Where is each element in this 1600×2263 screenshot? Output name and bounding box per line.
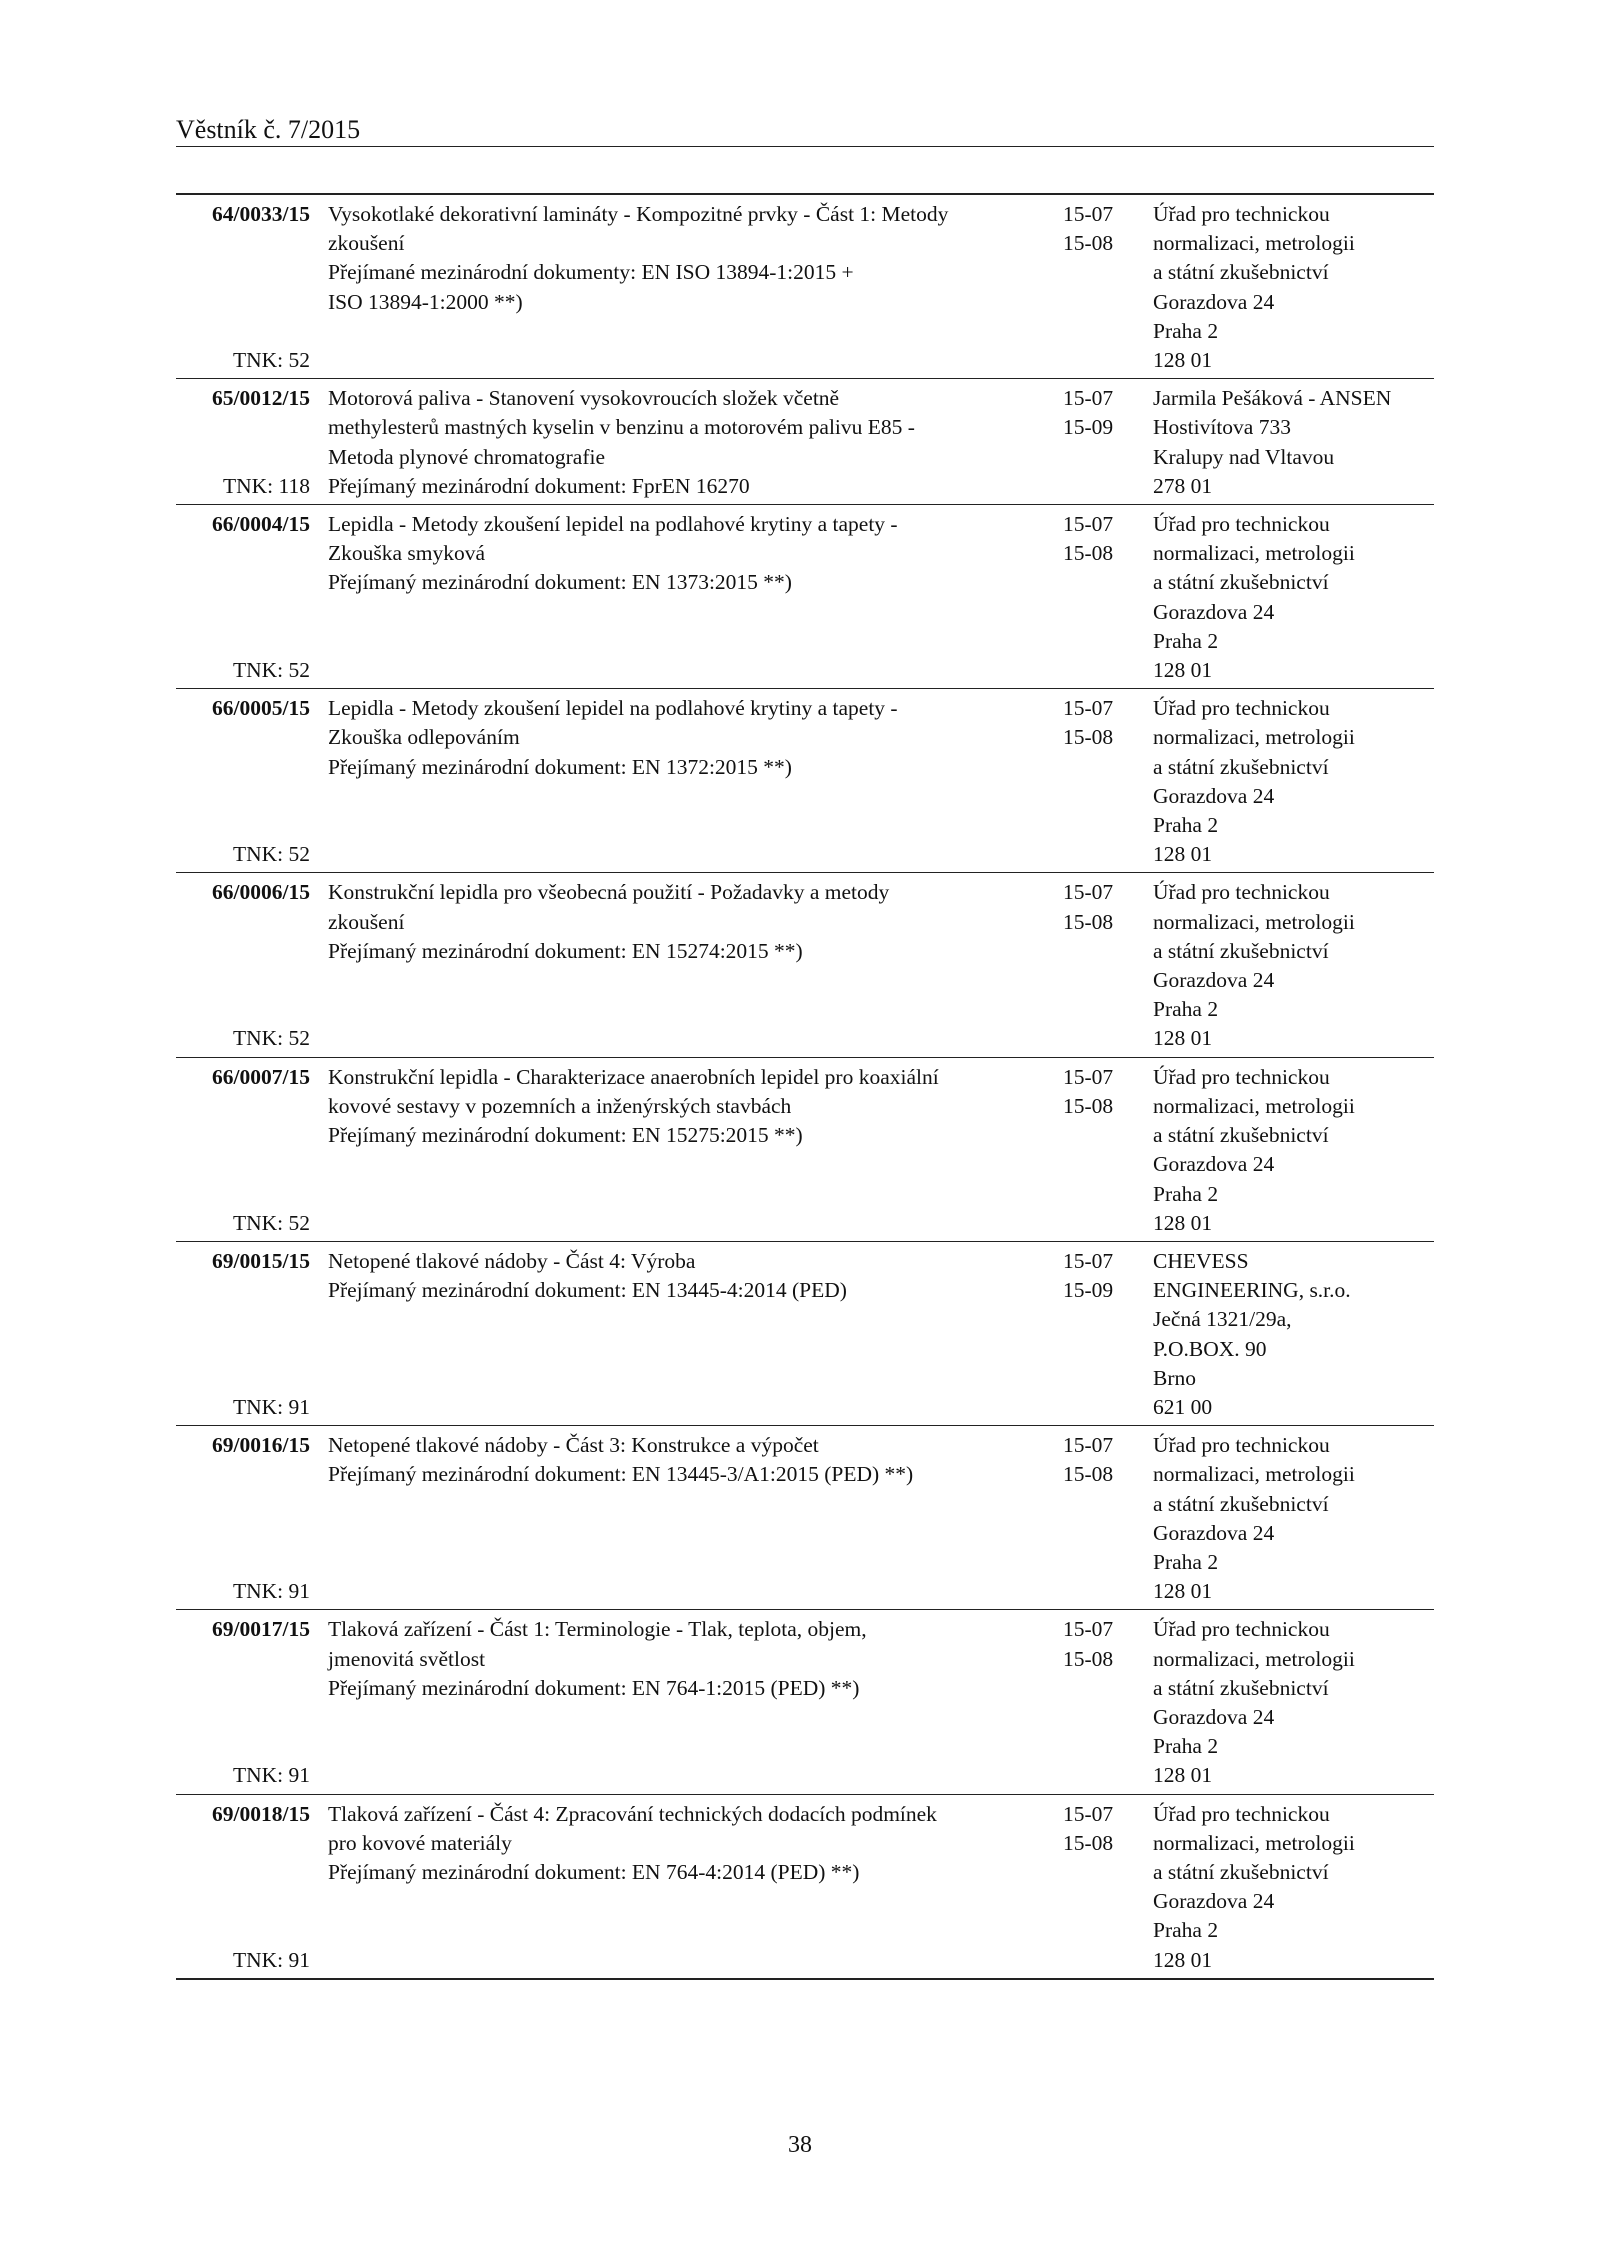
contact-line: Gorazdova 24 [1153,1889,1275,1914]
description-line: kovové sestavy v pozemních a inženýrských stavbách [328,1093,792,1118]
contact-line: 128 01 [1153,348,1213,373]
date-code: 15-08 [1063,1830,1114,1855]
standard-number: 66/0004/15 [212,512,310,537]
standard-id-cell [176,1800,328,1975]
description-cell [328,694,1058,869]
contact-line: 128 01 [1153,1026,1213,1051]
description-line: Zkouška odlepováním [328,725,520,750]
date-code: 15-08 [1063,231,1114,256]
standard-number: 69/0017/15 [212,1617,310,1642]
description-line: Přejímaný mezinárodní dokument: EN 15274:2015 **) [328,938,803,963]
table-row [176,1057,1434,1241]
dates-cell [1058,1800,1153,1975]
tnk-label: TNK: 52 [232,842,310,867]
standard-id-cell [176,200,328,375]
tnk-label: TNK: 52 [232,348,310,373]
contact-cell [1153,694,1434,869]
description-line: Přejímané mezinárodní dokumenty: EN ISO 13894-1:2015 + [328,260,854,285]
date-code: 15-07 [1063,512,1114,537]
tnk-label: TNK: 91 [232,1394,310,1419]
contact-line: 128 01 [1153,1947,1213,1972]
contact-line: a státní zkušebnictví [1153,1859,1329,1884]
description-line: Přejímaný mezinárodní dokument: EN 15275:2015 **) [328,1123,803,1148]
description-line: Přejímaný mezinárodní dokument: EN 1373:2015 **) [328,570,792,595]
date-code: 15-07 [1063,386,1114,411]
description-cell [328,384,1058,501]
description-line: Netopené tlakové nádoby - Část 3: Konstrukce a výpočet [328,1433,819,1458]
table-row [176,1425,1434,1609]
description-line: Vysokotlaké dekorativní lamináty - Kompozitné prvky - Část 1: Metody [328,202,949,226]
date-code: 15-07 [1063,696,1114,721]
description-line: Přejímaný mezinárodní dokument: EN 13445-3/A1:2015 (PED) **) [328,1462,914,1487]
contact-cell [1153,1615,1434,1790]
contact-line: Gorazdova 24 [1153,783,1275,808]
description-line: Konstrukční lepidla pro všeobecná použití - Požadavky a metody [328,880,890,905]
tnk-label: TNK: 52 [232,1210,310,1235]
contact-line: Praha 2 [1153,318,1219,343]
description-line: Zkouška smyková [328,541,486,566]
date-code: 15-09 [1063,1278,1114,1303]
contact-line: normalizaci, metrologii [1153,231,1355,256]
contact-line: Brno [1153,1365,1196,1390]
description-line: zkoušení [328,231,405,256]
description-line: Lepidla - Metody zkoušení lepidel na podlahové krytiny a tapety - [328,696,898,721]
date-code: 15-07 [1063,880,1114,905]
description-line: Přejímaný mezinárodní dokument: EN 764-4:2014 (PED) **) [328,1859,860,1884]
table-row [176,195,1434,378]
table-row [176,1609,1434,1793]
contact-cell [1153,1800,1434,1975]
dates-cell [1058,1063,1153,1238]
description-cell [328,200,1058,375]
contact-cell [1153,1247,1434,1422]
standard-id-cell [176,878,328,1053]
contact-line: Gorazdova 24 [1153,968,1275,993]
contact-line: P.O.BOX. 90 [1153,1336,1267,1361]
dates-cell [1058,200,1153,375]
contact-cell [1153,878,1434,1053]
description-line: Přejímaný mezinárodní dokument: FprEN 16270 [328,473,750,498]
tnk-label: TNK: 91 [232,1763,310,1788]
standard-id-cell [176,1431,328,1606]
contact-line: Úřad pro technickou [1153,1617,1330,1642]
contact-line: normalizaci, metrologii [1153,541,1355,566]
contact-line: Gorazdova 24 [1153,1704,1275,1729]
dates-cell [1058,1431,1153,1606]
date-code: 15-08 [1063,541,1114,566]
description-line: jmenovitá světlost [328,1646,486,1671]
contact-line: Gorazdova 24 [1153,1152,1275,1177]
contact-line: normalizaci, metrologii [1153,1646,1355,1671]
standard-id-cell [176,510,328,685]
dates-cell [1058,878,1153,1053]
date-code: 15-08 [1063,1093,1114,1118]
contact-line: Úřad pro technickou [1153,1064,1330,1089]
page-number: 38 [788,2132,812,2158]
date-code: 15-07 [1063,1433,1114,1458]
description-line: Přejímaný mezinárodní dokument: EN 1372:2015 **) [328,754,792,779]
date-code: 15-08 [1063,725,1114,750]
contact-line: Úřad pro technickou [1153,1433,1330,1458]
contact-line: 278 01 [1153,473,1213,498]
date-code: 15-07 [1063,202,1114,226]
contact-line: a státní zkušebnictví [1153,260,1329,285]
contact-line: Kralupy nad Vltavou [1153,444,1335,469]
date-code: 15-07 [1063,1617,1114,1642]
dates-cell [1058,1247,1153,1422]
description-cell [328,1615,1058,1790]
description-line: Motorová paliva - Stanovení vysokovroucích složek včetně [328,386,840,411]
contact-line: Úřad pro technickou [1153,696,1330,721]
contact-line: 128 01 [1153,1763,1213,1788]
contact-line: normalizaci, metrologii [1153,725,1355,750]
contact-line: Úřad pro technickou [1153,512,1330,537]
contact-line: Gorazdova 24 [1153,1520,1275,1545]
page-header [176,114,1434,147]
contact-line: Úřad pro technickou [1153,1801,1330,1826]
contact-line: 128 01 [1153,842,1213,867]
contact-line: Praha 2 [1153,997,1219,1022]
contact-line: Ječná 1321/29a, [1153,1307,1292,1332]
contact-line: 128 01 [1153,658,1213,683]
standard-number: 64/0033/15 [212,202,310,226]
contact-line: 621 00 [1153,1394,1213,1419]
contact-line: a státní zkušebnictví [1153,1123,1329,1148]
contact-line: Praha 2 [1153,628,1219,653]
contact-line: Praha 2 [1153,813,1219,838]
standards-table [176,193,1434,1980]
standard-id-cell [176,1615,328,1790]
contact-line: a státní zkušebnictví [1153,938,1329,963]
table-row [176,1241,1434,1425]
contact-line: Hostivítova 733 [1153,415,1291,440]
date-code: 15-07 [1063,1801,1114,1826]
contact-line: Praha 2 [1153,1918,1219,1943]
tnk-label: TNK: 52 [232,1026,310,1051]
date-code: 15-07 [1063,1064,1114,1089]
description-cell [328,878,1058,1053]
contact-cell [1153,200,1434,375]
date-code: 15-08 [1063,1462,1114,1487]
contact-line: normalizaci, metrologii [1153,1830,1355,1855]
standard-number: 66/0006/15 [212,880,310,905]
contact-line: Úřad pro technickou [1153,880,1330,905]
date-code: 15-08 [1063,1646,1114,1671]
contact-line: normalizaci, metrologii [1153,1462,1355,1487]
standard-number: 66/0007/15 [212,1064,310,1089]
contact-line: Praha 2 [1153,1734,1219,1759]
contact-cell [1153,384,1434,501]
standard-number: 69/0016/15 [212,1433,310,1458]
table-row [176,378,1434,504]
contact-line: normalizaci, metrologii [1153,1093,1355,1118]
contact-line: Úřad pro technickou [1153,202,1330,226]
standard-id-cell [176,1063,328,1238]
description-cell [328,1431,1058,1606]
dates-cell [1058,510,1153,685]
standard-id-cell [176,384,328,501]
contact-line: Jarmila Pešáková - ANSEN [1153,386,1392,411]
description-cell [328,1063,1058,1238]
tnk-label: TNK: 118 [223,473,310,498]
description-line: pro kovové materiály [328,1830,512,1855]
standard-number: 65/0012/15 [212,386,310,411]
contact-line: a státní zkušebnictví [1153,1675,1329,1700]
journal-title: Věstník č. 7/2015 [176,115,361,144]
description-cell [328,510,1058,685]
contact-line: normalizaci, metrologii [1153,909,1355,934]
description-cell [328,1800,1058,1975]
description-line: Lepidla - Metody zkoušení lepidel na podlahové krytiny a tapety - [328,512,898,537]
description-line: zkoušení [328,909,405,934]
contact-line: 128 01 [1153,1579,1213,1604]
description-line: Metoda plynové chromatografie [328,444,606,469]
contact-line: Praha 2 [1153,1181,1219,1206]
dates-cell [1058,1615,1153,1790]
date-code: 15-08 [1063,909,1114,934]
description-line: methylesterů mastných kyselin v benzinu a motorovém palivu E85 - [328,415,915,440]
contact-line: 128 01 [1153,1210,1213,1235]
standard-number: 69/0018/15 [212,1801,310,1826]
tnk-label: TNK: 91 [232,1579,310,1604]
tnk-label: TNK: 91 [232,1947,310,1972]
table-row [176,504,1434,688]
standard-id-cell [176,694,328,869]
table-row [176,688,1434,872]
date-code: 15-07 [1063,1248,1114,1273]
contact-line: Praha 2 [1153,1549,1219,1574]
contact-line: CHEVESS [1153,1248,1249,1273]
tnk-label: TNK: 52 [232,658,310,683]
contact-cell [1153,1431,1434,1606]
dates-cell [1058,384,1153,501]
contact-cell [1153,510,1434,685]
standard-number: 69/0015/15 [212,1248,310,1273]
description-line: Tlaková zařízení - Část 1: Terminologie - Tlak, teplota, objem, [328,1617,867,1642]
contact-line: a státní zkušebnictví [1153,1491,1329,1516]
table-row [176,1794,1434,1978]
contact-line: Gorazdova 24 [1153,599,1275,624]
description-cell [328,1247,1058,1422]
description-line: Přejímaný mezinárodní dokument: EN 13445-4:2014 (PED) [328,1278,847,1303]
contact-line: a státní zkušebnictví [1153,570,1329,595]
dates-cell [1058,694,1153,869]
description-line: Přejímaný mezinárodní dokument: EN 764-1:2015 (PED) **) [328,1675,860,1700]
table-row [176,872,1434,1056]
standard-number: 66/0005/15 [212,696,310,721]
date-code: 15-09 [1063,415,1114,440]
description-line: Tlaková zařízení - Část 4: Zpracování technických dodacích podmínek [328,1801,937,1826]
contact-line: Gorazdova 24 [1153,289,1275,314]
description-line: Netopené tlakové nádoby - Část 4: Výroba [328,1248,696,1273]
contact-cell [1153,1063,1434,1238]
description-line: Konstrukční lepidla - Charakterizace anaerobních lepidel pro koaxiální [328,1064,939,1089]
contact-line: ENGINEERING, s.r.o. [1153,1278,1351,1303]
description-line: ISO 13894-1:2000 **) [328,289,523,314]
contact-line: a státní zkušebnictví [1153,754,1329,779]
standard-id-cell [176,1247,328,1422]
